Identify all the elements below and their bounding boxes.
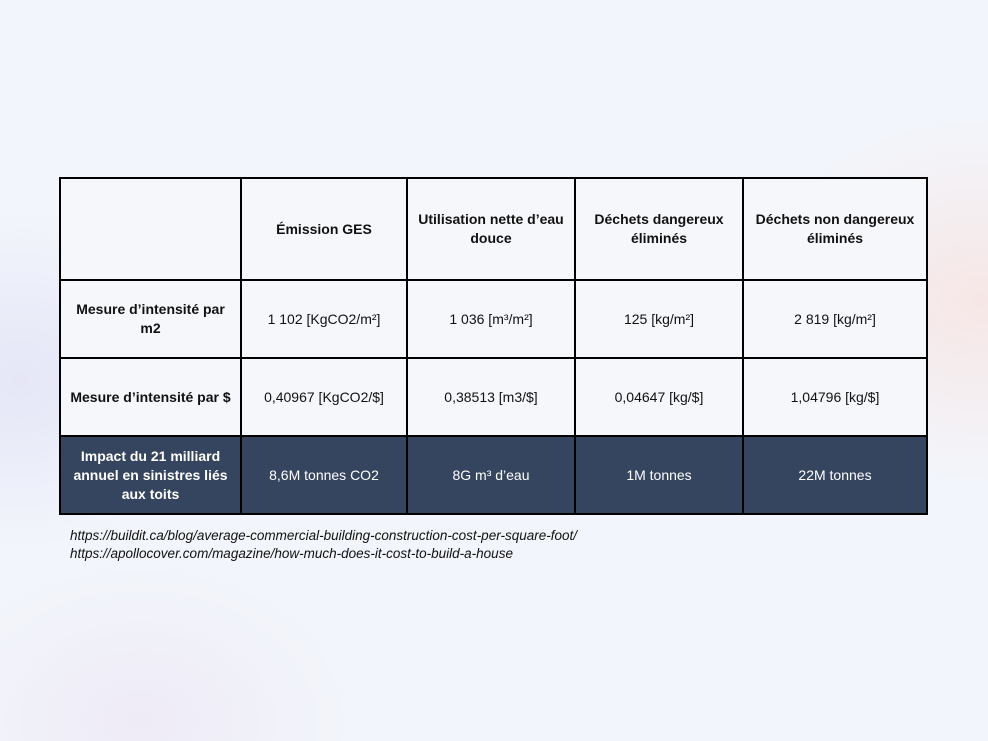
header-cell-empty (60, 178, 241, 280)
source-link[interactable]: https://apollocover.com/magazine/how-much-does-it-cost-to-build-a-house (70, 546, 513, 561)
header-non-hazardous-waste: Déchets non dangereux éliminés (743, 178, 927, 280)
table-cell: 2 819 [kg/m²] (743, 280, 927, 358)
source-link[interactable]: https://buildit.ca/blog/average-commercial-building-construction-cost-per-square-foot/ (70, 528, 577, 543)
table-row-impact (60, 436, 927, 514)
table-cell: 1 036 [m³/m²] (407, 280, 575, 358)
table-cell: 8,6M tonnes CO2 (241, 436, 407, 514)
row-label-per-m2: Mesure d’intensité par m2 (60, 280, 241, 358)
row-label-per-dollar: Mesure d’intensité par $ (60, 358, 241, 436)
header-ghg-emissions: Émission GES (241, 178, 407, 280)
source-links (70, 527, 577, 563)
header-hazardous-waste: Déchets dangereux éliminés (575, 178, 743, 280)
table-cell: 8G m³ d’eau (407, 436, 575, 514)
table-cell: 1,04796 [kg/$] (743, 358, 927, 436)
table-row (60, 358, 927, 436)
header-freshwater-use: Utilisation nette d’eau douce (407, 178, 575, 280)
table-cell: 22M tonnes (743, 436, 927, 514)
table-row (60, 280, 927, 358)
table-cell: 125 [kg/m²] (575, 280, 743, 358)
table-cell: 0,38513 [m3/$] (407, 358, 575, 436)
table-cell: 1 102 [KgCO2/m²] (241, 280, 407, 358)
table-header-row (60, 178, 927, 280)
data-table (59, 177, 928, 515)
row-label-impact: Impact du 21 milliard annuel en sinistres liés aux toits (60, 436, 241, 514)
table-cell: 0,04647 [kg/$] (575, 358, 743, 436)
table-cell: 0,40967 [KgCO2/$] (241, 358, 407, 436)
table-cell: 1M tonnes (575, 436, 743, 514)
